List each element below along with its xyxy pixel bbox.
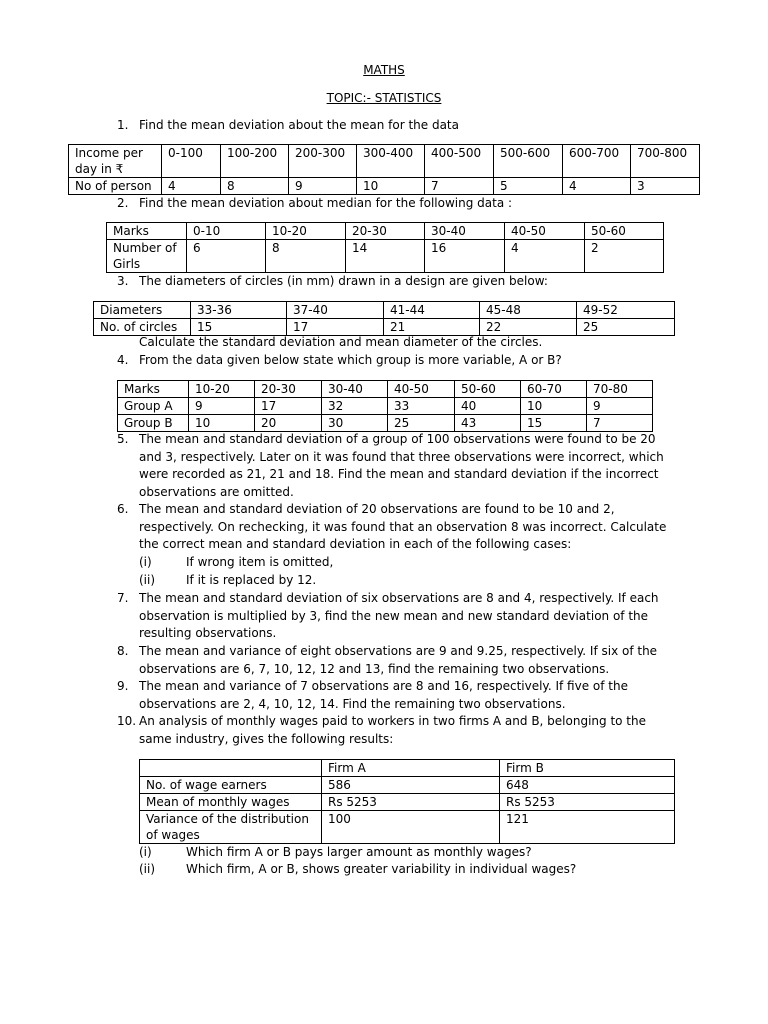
table-cell: 10 — [521, 398, 587, 415]
question-number: 7. — [117, 591, 129, 605]
table-cell: 9 — [289, 178, 357, 195]
table-cell: 50-60 — [585, 223, 664, 240]
q2-table — [106, 222, 664, 273]
table-cell: 30 — [322, 415, 388, 432]
table-cell: Number of Girls — [107, 240, 187, 273]
table-cell: 10 — [357, 178, 425, 195]
question-number: 2. — [117, 196, 129, 210]
table-cell: 40-50 — [388, 381, 455, 398]
q6-sub-label: (ii) — [139, 573, 156, 587]
question-number: 10. — [117, 714, 137, 728]
table-cell: 25 — [577, 319, 675, 336]
question-number: 1. — [117, 118, 129, 132]
table-cell: 3 — [631, 178, 700, 195]
table-cell: 17 — [287, 319, 384, 336]
table-cell: 40 — [455, 398, 521, 415]
table-cell: Income per day in ₹ — [69, 145, 162, 178]
table-cell: 300-400 — [357, 145, 425, 178]
table-cell: 33 — [388, 398, 455, 415]
table-cell: 45-48 — [480, 302, 577, 319]
table-cell: 7 — [587, 415, 653, 432]
table-cell: 10 — [189, 415, 255, 432]
table-cell: 37-40 — [287, 302, 384, 319]
question-text: The mean and variance of 7 observations are 8 and 16, respectively. If five of the observations are 2, 4, 10, 12, 14. Find the remaining two observations. — [139, 679, 628, 711]
table-cell: 50-60 — [455, 381, 521, 398]
table-cell: 400-500 — [425, 145, 494, 178]
question-number: 9. — [117, 679, 129, 693]
table-cell: 22 — [480, 319, 577, 336]
table-cell: 20 — [255, 415, 322, 432]
table-cell: 0-10 — [187, 223, 266, 240]
table-cell: 49-52 — [577, 302, 675, 319]
q10-table — [139, 759, 675, 844]
table-cell: Firm B — [500, 760, 675, 777]
question-number: 6. — [117, 502, 129, 516]
table-cell: 17 — [255, 398, 322, 415]
table-cell: 14 — [346, 240, 425, 273]
table-cell: 4 — [563, 178, 631, 195]
subject-title: MATHS — [363, 63, 405, 77]
table-cell: 30-40 — [425, 223, 505, 240]
q10-sub-text: Which firm A or B pays larger amount as monthly wages? — [186, 845, 532, 859]
table-cell: No. of circles — [94, 319, 191, 336]
q10-sub-label: (i) — [139, 845, 152, 859]
table-cell: 30-40 — [322, 381, 388, 398]
table-cell: 33-36 — [191, 302, 287, 319]
table-cell: 9 — [189, 398, 255, 415]
question-text: The mean and variance of eight observations are 9 and 9.25, respectively. If six of the observations are 6, 7, 10, 12, 12 and 13, find the remaining two observations. — [139, 644, 658, 676]
question-text: The mean and standard deviation of 20 observations are found to be 10 and 2, respectively. On rechecking, it was found that an observation 8 was incorrect. Calculate the correct mean and standard deviation in each of the following cases: — [139, 502, 667, 552]
table-cell: 586 — [322, 777, 500, 794]
table-cell: 20-30 — [346, 223, 425, 240]
table-cell: 5 — [494, 178, 563, 195]
table-cell: 40-50 — [505, 223, 585, 240]
table-cell: 121 — [500, 811, 675, 844]
q1-table — [68, 144, 700, 195]
table-cell: Rs 5253 — [500, 794, 675, 811]
question-text: Find the mean deviation about median for the following data : — [139, 196, 513, 210]
table-cell: 41-44 — [384, 302, 480, 319]
table-cell: 0-100 — [162, 145, 221, 178]
table-cell: 648 — [500, 777, 675, 794]
table-cell: 16 — [425, 240, 505, 273]
q10-sub-label: (ii) — [139, 862, 156, 876]
topic-title: TOPIC:- STATISTICS — [326, 91, 442, 105]
question-text: The diameters of circles (in mm) drawn in a design are given below: — [139, 274, 548, 288]
table-cell: 25 — [388, 415, 455, 432]
table-cell: Marks — [118, 381, 189, 398]
table-cell: No. of wage earners — [140, 777, 322, 794]
q3-followup: Calculate the standard deviation and mean diameter of the circles. — [139, 335, 543, 349]
table-cell: 70-80 — [587, 381, 653, 398]
question-number: 5. — [117, 432, 129, 446]
table-cell: 100-200 — [221, 145, 289, 178]
q6-sub-label: (i) — [139, 555, 152, 569]
q10-sub-text: Which firm, A or B, shows greater variability in individual wages? — [186, 862, 577, 876]
table-cell — [140, 760, 322, 777]
q4-table — [117, 380, 653, 432]
table-cell: 8 — [266, 240, 346, 273]
table-cell: 7 — [425, 178, 494, 195]
table-cell: 15 — [521, 415, 587, 432]
question-number: 8. — [117, 644, 129, 658]
table-cell: 20-30 — [255, 381, 322, 398]
q3-table — [93, 301, 675, 336]
table-cell: Variance of the distribution of wages — [140, 811, 322, 844]
table-cell: Firm A — [322, 760, 500, 777]
table-cell: 21 — [384, 319, 480, 336]
table-cell: Diameters — [94, 302, 191, 319]
q6-sub-text: If wrong item is omitted, — [186, 555, 334, 569]
table-cell: 100 — [322, 811, 500, 844]
table-cell: 700-800 — [631, 145, 700, 178]
question-number: 3. — [117, 274, 129, 288]
question-text: An analysis of monthly wages paid to workers in two firms A and B, belonging to the same industry, gives the following results: — [139, 714, 646, 746]
table-cell: 10-20 — [189, 381, 255, 398]
table-cell: 32 — [322, 398, 388, 415]
question-text: Find the mean deviation about the mean for the data — [139, 118, 459, 132]
table-cell: Mean of monthly wages — [140, 794, 322, 811]
question-text: From the data given below state which group is more variable, A or B? — [139, 353, 562, 367]
question-text: The mean and standard deviation of a group of 100 observations were found to be 20 and 3, respectively. Later on it was found that three observations were incorrect, which were recorded as 21, 21 and 18. Find the mean and standard deviation if the incorrect observations are omitted. — [139, 432, 664, 499]
table-cell: 10-20 — [266, 223, 346, 240]
table-cell: 60-70 — [521, 381, 587, 398]
table-cell: 600-700 — [563, 145, 631, 178]
table-cell: 43 — [455, 415, 521, 432]
table-cell: 4 — [505, 240, 585, 273]
table-cell: Group A — [118, 398, 189, 415]
table-cell: 9 — [587, 398, 653, 415]
table-cell: Group B — [118, 415, 189, 432]
table-cell: No of person — [69, 178, 162, 195]
question-text: The mean and standard deviation of six observations are 8 and 4, respectively. If each observation is multiplied by 3, find the new mean and new standard deviation of the resulting observations. — [139, 591, 659, 641]
table-cell: 500-600 — [494, 145, 563, 178]
table-cell: 4 — [162, 178, 221, 195]
table-cell: 15 — [191, 319, 287, 336]
question-number: 4. — [117, 353, 129, 367]
q6-sub-text: If it is replaced by 12. — [186, 573, 317, 587]
table-cell: 8 — [221, 178, 289, 195]
table-cell: 200-300 — [289, 145, 357, 178]
table-cell: Marks — [107, 223, 187, 240]
table-cell: 2 — [585, 240, 664, 273]
table-cell: Rs 5253 — [322, 794, 500, 811]
table-cell: 6 — [187, 240, 266, 273]
